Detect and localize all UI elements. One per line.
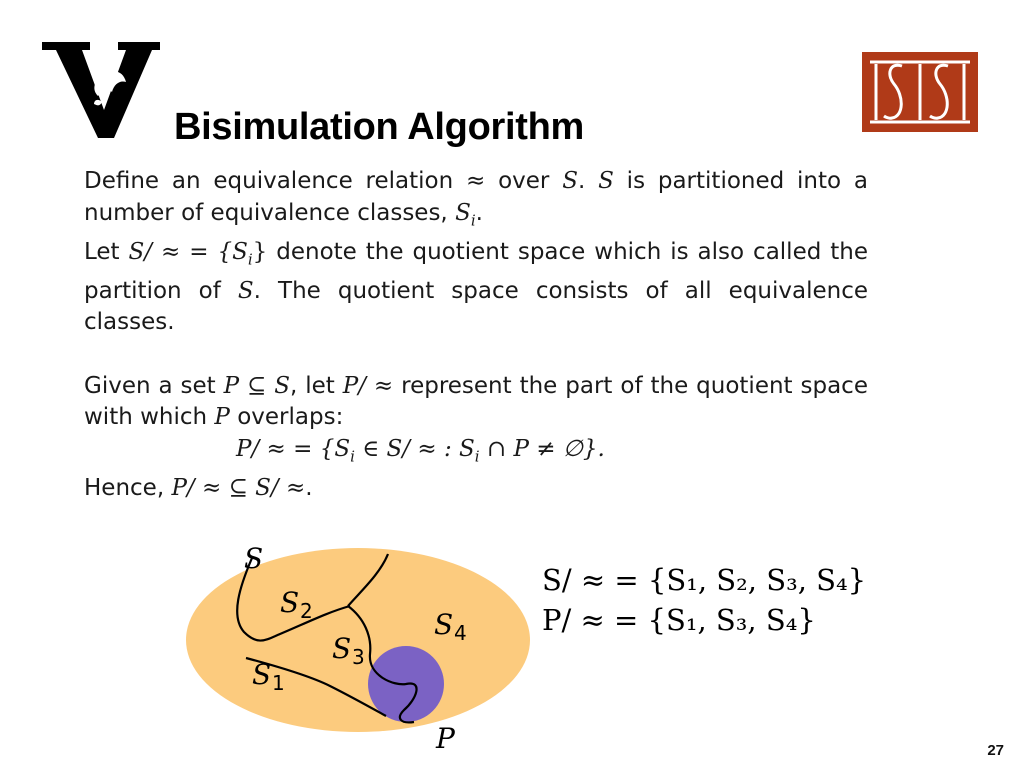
slide-title: Bisimulation Algorithm (174, 106, 584, 148)
math-subscript: i (470, 211, 476, 230)
spacer (84, 339, 868, 371)
math-expression: P/ ≈ (342, 372, 394, 399)
label-S: S (244, 542, 264, 575)
set-S-ellipse (186, 548, 530, 732)
math-symbol: S (455, 199, 471, 226)
text-fragment: Define an equivalence relation ≈ over (84, 168, 563, 194)
text-fragment: . (475, 199, 483, 226)
vanderbilt-v-logo (42, 40, 162, 140)
text-fragment: is partitioned into a number of equivalence classes, (84, 168, 869, 226)
label-S1: S (252, 658, 272, 691)
math-expression: P/ ≈ = {S (236, 435, 351, 462)
equation-S-partition: S/ ≈ = {S₁, S₂, S₃, S₄} (542, 563, 867, 597)
isis-logo (862, 52, 978, 132)
page-number: 27 (987, 742, 1004, 759)
math-symbol: S (237, 277, 254, 304)
paragraph-hence (84, 473, 868, 505)
paragraph-subset (84, 371, 868, 434)
math-subscript: i (474, 447, 480, 466)
label-S2-sub: 2 (300, 599, 313, 623)
label-P: P (436, 722, 455, 755)
text-fragment: Given a set (84, 372, 224, 399)
math-symbol: S (598, 168, 614, 194)
text-fragment: represent the part of the quotient space with which (84, 372, 868, 431)
label-S1-sub: 1 (272, 671, 285, 695)
isis-logo-graphic (862, 52, 978, 132)
math-symbol: } (252, 238, 268, 265)
math-symbol: P (214, 404, 230, 431)
math-expression: S/ ≈ = {S (128, 238, 248, 265)
text-fragment: denote the quotient space which is also called the partition of (84, 238, 869, 304)
label-S3-sub: 3 (352, 645, 365, 669)
math-expression: P ⊆ S (223, 372, 290, 399)
math-subscript: i (247, 250, 253, 269)
math-expression: P/ ≈ ⊆ S/ ≈ (171, 474, 306, 501)
slide-body (84, 166, 868, 504)
text-fragment: . (577, 168, 599, 194)
math-expression: ∈ S/ ≈ : S (354, 435, 475, 462)
partition-equations (542, 560, 866, 640)
display-equation (84, 434, 868, 473)
label-S3: S (332, 632, 352, 665)
text-fragment: . (305, 474, 313, 501)
math-expression: ∩ P ≠ ∅}. (479, 435, 605, 462)
text-fragment: overlaps: (229, 404, 344, 431)
text-fragment: Let (84, 238, 129, 265)
math-symbol: S (562, 168, 578, 194)
text-fragment: , let (290, 372, 343, 399)
partition-diagram (180, 536, 560, 756)
label-S4: S (434, 608, 454, 641)
text-fragment: Hence, (84, 474, 172, 501)
paragraph-definition (84, 166, 868, 237)
equation-P-partition: P/ ≈ = {S₁, S₃, S₄} (542, 603, 816, 637)
label-S2: S (280, 586, 300, 619)
paragraph-quotient (84, 237, 868, 339)
label-S4-sub: 4 (454, 621, 467, 645)
math-subscript: i (350, 447, 355, 466)
text-fragment: . The quotient space consists of all equivalence classes. (84, 277, 869, 336)
